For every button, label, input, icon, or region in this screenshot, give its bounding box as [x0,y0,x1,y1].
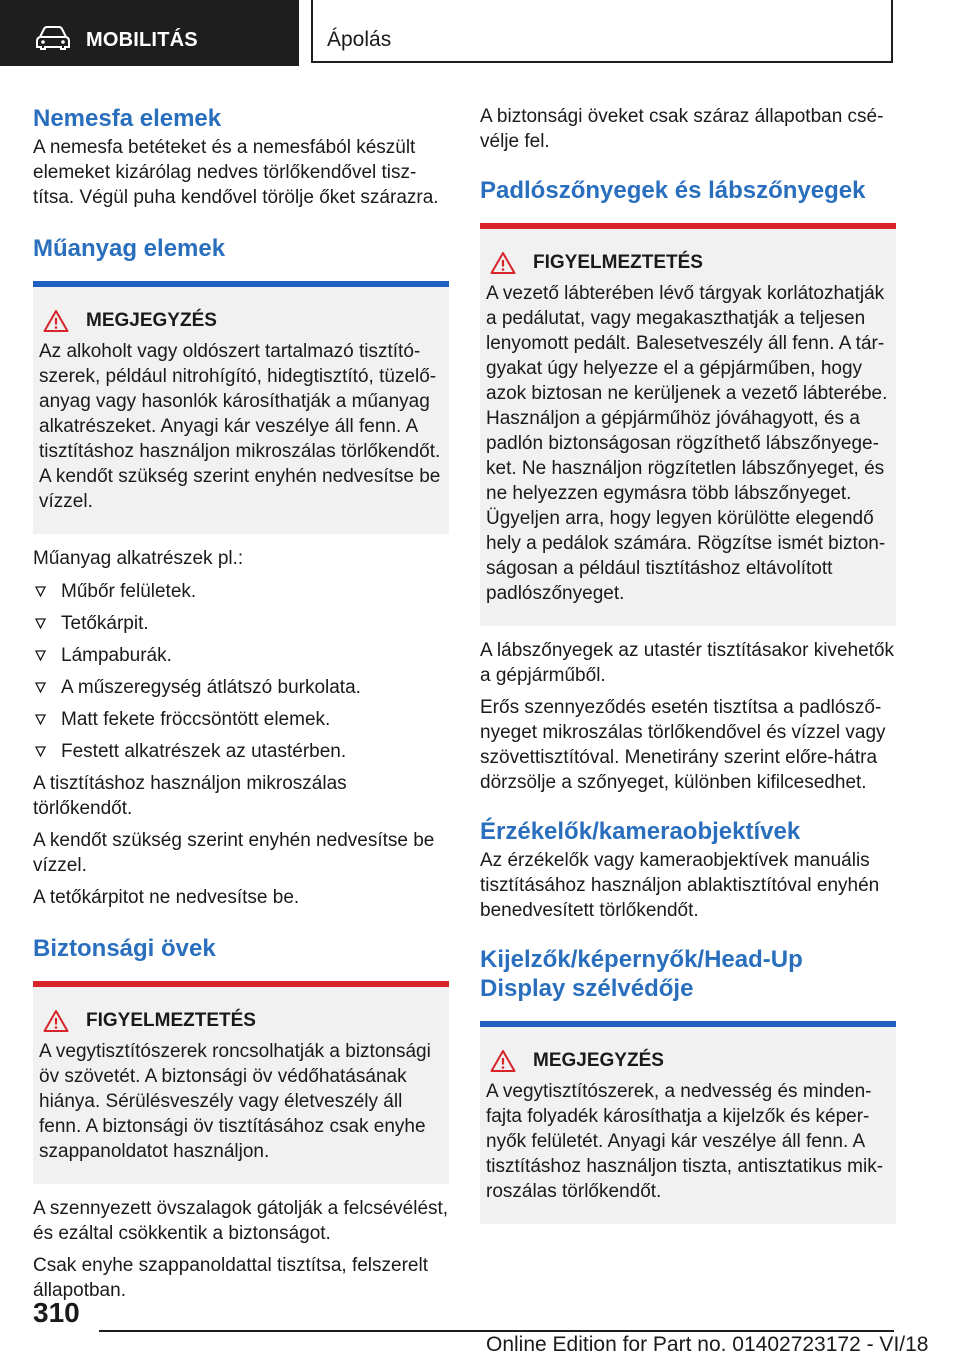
triangle-bullet-icon [35,714,46,725]
note-header [39,309,441,333]
triangle-bullet-icon [35,746,46,757]
warning-triangle-icon [43,1009,69,1033]
warning-box-biztonsagi [33,981,449,1184]
page-header [0,0,960,66]
section-tab [0,0,299,66]
triangle-bullet-icon [35,682,46,693]
list-item: Festett alkatrészek az utastérben. [33,739,449,764]
paragraph-mats-2: Erős szennyeződés esetén tisztítsa a padlószőnyeget mikroszálas törlőkendővel és vízzel vagy szövettisztítóval. Menetirány szerint előre-hátra dörzsölje a szőnyeget, különben kifilcesedhet. [480,697,886,793]
note-text: Az alkoholt vagy oldószert tartalmazó tisztítószerek, például nitrohígító, hidegtisztító, tüzelőanyag vagy hasonlók károsíthatják a műanyag alkatrészeket. Anyagi kár veszélye áll fenn. A tisztításhoz használjon mikroszálas törlőkendőt. A kendőt szükség szerint enyhén nedvesítse be vízzel. [39,341,441,512]
warning-triangle-icon [490,1049,516,1073]
paragraph-cleaning-3: A tetőkárpitot ne nedvesítse be. [33,887,300,908]
paragraph-belt-3: A biztonsági öveket csak száraz állapotban csévélje fel. [480,106,884,152]
section-heading-muanyag: Műanyag elemek [33,235,226,262]
section-label: MOBILITÁS [86,29,198,51]
list-item: Matt fekete fröccsöntött elemek. [33,707,449,732]
warning-triangle-icon [490,251,516,275]
paragraph-belt-2: Csak enyhe szappanoldattal tisztítsa, felszerelt állapotban. [33,1255,428,1301]
section-heading-padlo: Padlószőnyegek és lábszőnyegek [480,177,866,204]
warning-box-padlo [480,223,896,626]
paragraph-nemesfa: A nemesfa betéteket és a nemesfából készült elemeket kizárólag nedves törlőkendővel tisztítsa. Végül puha kendővel törölje őket szárazra. [33,137,439,208]
paragraph-sensors: Az érzékelők vagy kameraobjektívek manuális tisztításához használjon ablaktisztítóval enyhén benedvesített törlőkendőt. [480,850,880,921]
left-column [33,100,449,1303]
warning-header [486,251,888,275]
note-box-kijelzo [480,1021,896,1224]
warning-header [39,1009,441,1033]
page-number: 310 [33,1297,80,1328]
paragraph-cleaning-1: A tisztításhoz használjon mikroszálas törlőkendőt. [33,773,347,819]
triangle-bullet-icon [35,586,46,597]
section-heading-erzekelo: Érzékelők/kameraobjektívek [480,818,801,845]
paragraph-cleaning-2: A kendőt szükség szerint enyhén nedvesítse be vízzel. [33,830,435,876]
note-header [486,1049,888,1073]
list-item: Műbőr felületek. [33,579,449,604]
page-title-box [311,0,893,63]
warning-label: FIGYELMEZTETÉS [533,252,703,273]
note-text: A vegytisztítószerek, a nedvesség és mindenfajta folyadék károsíthatja a kijelzők és képernyők felületét. Anyagi kár veszélye áll fenn. A tisztításhoz használjon tiszta, antisztatikus mikroszálas törlőkendőt. [486,1081,884,1202]
page-title: Ápolás [327,28,392,51]
paragraph-belt-1: A szennyezett övszalagok gátolják a felcsévélést, és ezáltal csökkentik a biztonságot. [33,1198,449,1244]
warning-text: A vegytisztítószerek roncsolhatják a biztonsági öv szövetét. A biztonsági öv védőhatásának hiánya. Sérülésveszély vagy életveszély áll fenn. A biztonsági öv tisztításához csak enyhe szappanoldatot használjon. [39,1041,431,1162]
list-item: Tetőkárpit. [33,611,449,636]
list-item: Lámpaburák. [33,643,449,668]
parts-list [33,579,449,764]
note-label: MEGJEGYZÉS [533,1050,664,1071]
car-icon [36,26,70,50]
right-column [480,100,896,1224]
triangle-bullet-icon [35,650,46,661]
warning-triangle-icon [43,309,69,333]
section-heading-biztonsagi: Biztonsági övek [33,935,216,962]
section-heading-kijelzo: Kijelzők/képernyők/Head-Up Display szélvédője [480,946,803,1002]
footer-divider [99,1330,894,1332]
edition-note: Online Edition for Part no. 01402723172 - VI/18 [486,1333,929,1356]
parts-intro: Műanyag alkatrészek pl.: [33,548,244,569]
warning-text: A vezető lábterében lévő tárgyak korlátozhatják a pedálutat, vagy megakaszthatják a teljesen lenyomott pedált. Balesetveszély áll fenn. A tárgyakat úgy helyezze el a gépjárműben, hogy azok biztosan ne kerüljenek a vezető lábterébe. Használjon a gépjárműhöz jóváhagyott, és a padlón biztonságosan rögzíthető lábszőnyegeket. Ne használjon rögzítetlen lábszőnyeget, és ne helyezzen egymásra több lábszőnyeget. Ügyeljen arra, hogy legyen körülötte elegendő hely a pedálok számára. Rögzítse ismét biztonságosan a például tisztításhoz eltávolított padlószőnyeget. [486,283,888,604]
note-label: MEGJEGYZÉS [86,310,217,331]
paragraph-mats-1: A lábszőnyegek az utastér tisztításakor kivehetők a gépjárműből. [480,640,894,686]
triangle-bullet-icon [35,618,46,629]
note-box-muanyag [33,281,449,534]
section-heading-nemesfa: Nemesfa elemek [33,105,222,132]
list-item: A műszeregység átlátszó burkolata. [33,675,449,700]
warning-label: FIGYELMEZTETÉS [86,1010,256,1031]
